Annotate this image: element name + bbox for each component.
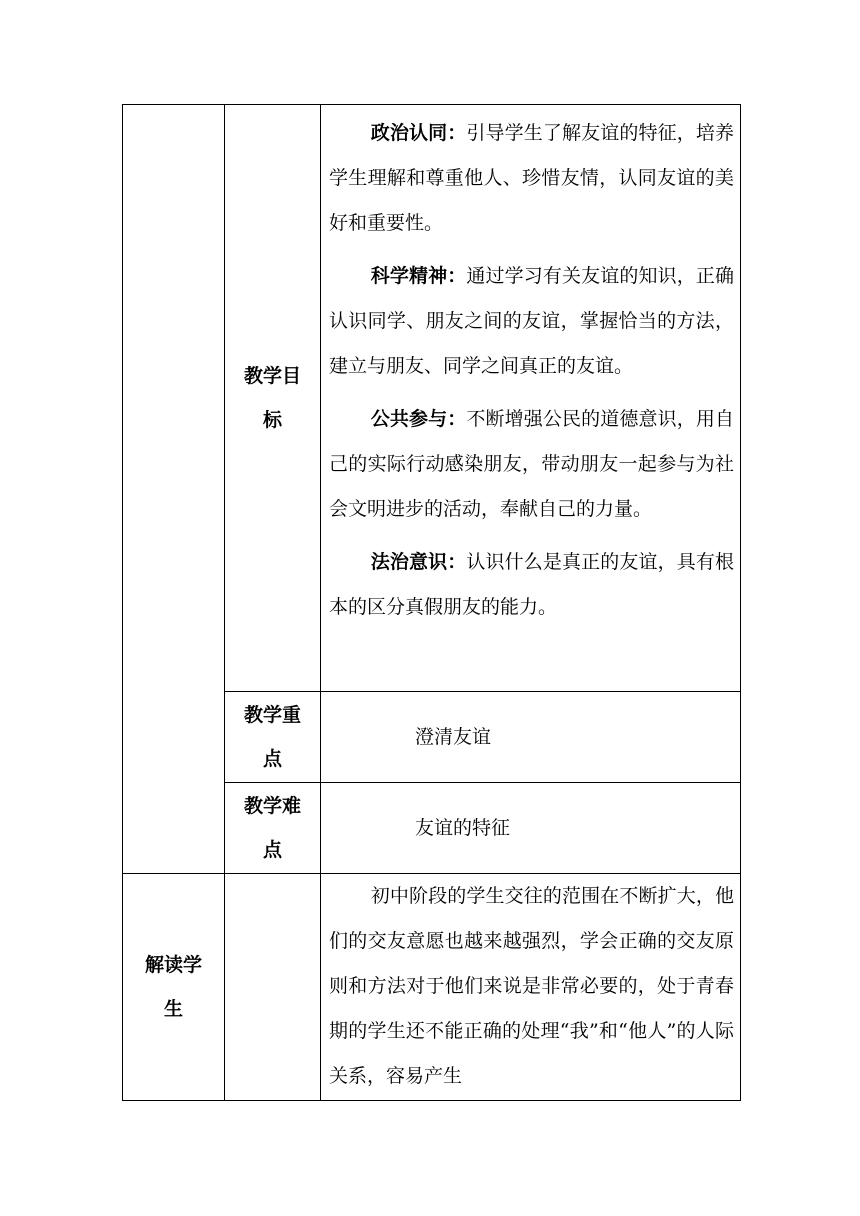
- objectives-content-cell: [321, 105, 741, 692]
- objective-title: 法治意识：: [370, 551, 467, 573]
- objective-title: 政治认同：: [370, 122, 467, 144]
- objective-item: [329, 254, 734, 389]
- difficulty-label: 教学难点: [243, 795, 301, 861]
- difficulty-content-cell: [321, 783, 741, 874]
- objective-item: [329, 397, 734, 532]
- objective-text: 不断增强公民的道德意识，用自己的实际行动感染朋友，带动朋友一起参与为社会文明进步的活动，奉献自己的力量。: [329, 408, 734, 520]
- table-row: [123, 874, 741, 1101]
- key-point-label: 教学重点: [243, 704, 301, 770]
- objective-text: 引导学生了解友谊的特征，培养学生理解和尊重他人、珍惜友情，认同友谊的美好和重要性。: [329, 122, 734, 234]
- objectives-label-cell: [225, 105, 321, 692]
- objective-text: 认识什么是真正的友谊，具有根本的区分真假朋友的能力。: [329, 551, 734, 618]
- table-row: [123, 105, 741, 692]
- objective-title: 科学精神：: [370, 265, 467, 287]
- student-analysis-content-cell: [321, 874, 741, 1101]
- objective-title: 公共参与：: [370, 408, 467, 430]
- lesson-plan-table: [122, 104, 741, 1101]
- student-analysis-label-cell: [123, 874, 225, 1101]
- difficulty-value: 友谊的特征: [415, 817, 511, 839]
- key-point-label-cell: [225, 692, 321, 783]
- empty-category-cell: [123, 105, 225, 874]
- key-point-value: 澄清友谊: [415, 726, 492, 748]
- objective-text: 通过学习有关友谊的知识，正确认识同学、朋友之间的友谊，掌握恰当的方法，建立与朋友、同学之间真正的友谊。: [329, 265, 734, 377]
- objective-item: [329, 111, 734, 246]
- objectives-label: 教学目标: [243, 365, 301, 431]
- difficulty-label-cell: [225, 783, 321, 874]
- student-analysis-label: 解读学生: [144, 954, 202, 1020]
- objective-item: [329, 540, 734, 630]
- student-analysis-text: 初中阶段的学生交往的范围在不断扩大，他们的交友意愿也越来越强烈，学会正确的交友原则和方法对于他们来说是非常必要的，处于青春期的学生还不能正确的处理“我”和“他人”的人际关系，容易产生: [329, 885, 734, 1087]
- key-point-content-cell: [321, 692, 741, 783]
- empty-cell: [225, 874, 321, 1101]
